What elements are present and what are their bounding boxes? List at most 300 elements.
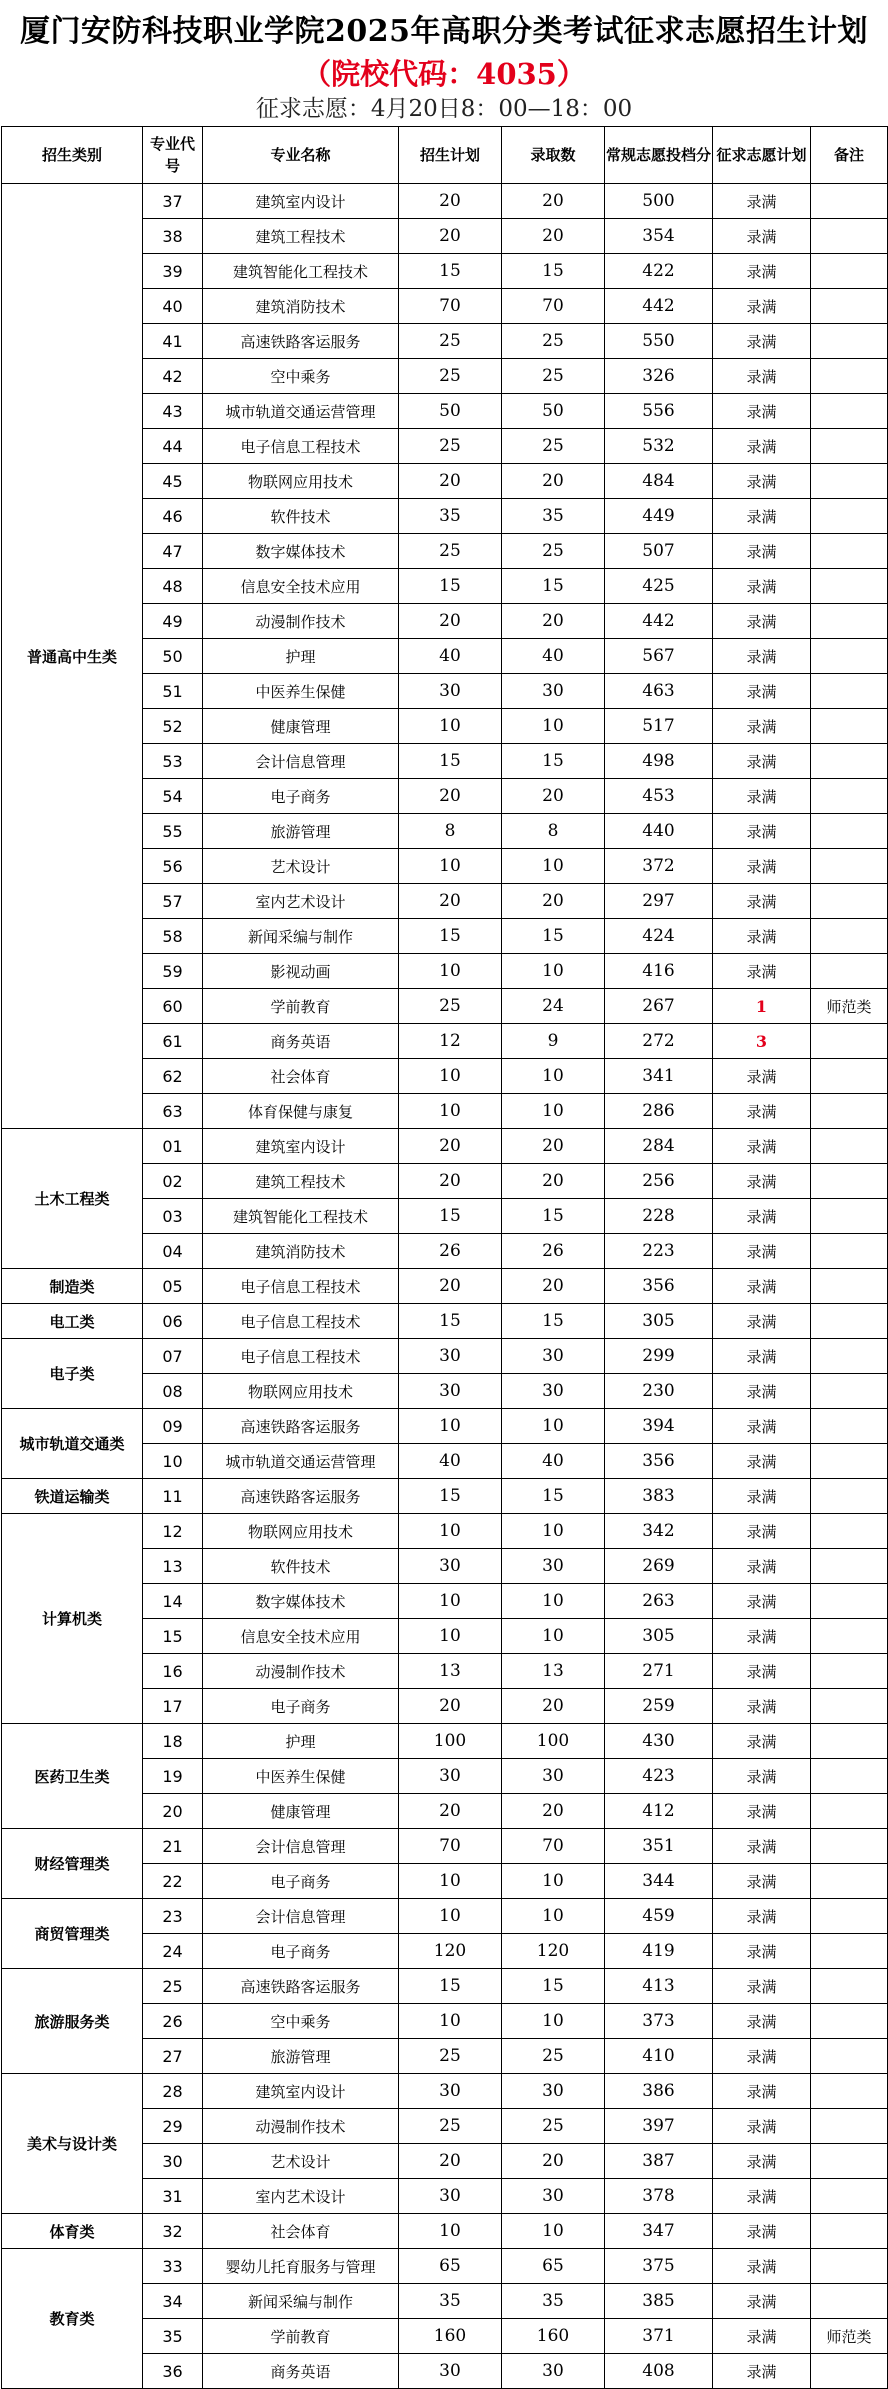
- major-name-cell: 护理: [203, 639, 399, 674]
- major-code-cell: 19: [143, 1759, 203, 1794]
- note-cell: [811, 919, 888, 954]
- supplementary-cell: 录满: [713, 639, 811, 674]
- score-cell: 423: [605, 1759, 713, 1794]
- major-name-cell: 学前教育: [203, 2319, 399, 2354]
- major-name-cell: 物联网应用技术: [203, 1514, 399, 1549]
- major-code-cell: 07: [143, 1339, 203, 1374]
- score-cell: 507: [605, 534, 713, 569]
- admitted-cell: 15: [502, 1969, 605, 2004]
- major-name-cell: 体育保健与康复: [203, 1094, 399, 1129]
- major-name-cell: 物联网应用技术: [203, 1374, 399, 1409]
- plan-cell: 15: [399, 744, 502, 779]
- table-row: [2, 1269, 888, 1304]
- category-cell: 医药卫生类: [2, 1724, 143, 1829]
- supplementary-cell: 录满: [713, 534, 811, 569]
- plan-cell: 120: [399, 1934, 502, 1969]
- major-code-cell: 31: [143, 2179, 203, 2214]
- score-cell: 430: [605, 1724, 713, 1759]
- admitted-cell: 10: [502, 709, 605, 744]
- note-cell: [811, 1724, 888, 1759]
- major-code-cell: 44: [143, 429, 203, 464]
- score-cell: 412: [605, 1794, 713, 1829]
- admitted-cell: 30: [502, 2354, 605, 2389]
- score-cell: 356: [605, 1269, 713, 1304]
- plan-cell: 15: [399, 1969, 502, 2004]
- note-cell: 师范类: [811, 989, 888, 1024]
- table-body: [2, 184, 888, 2389]
- major-code-cell: 01: [143, 1129, 203, 1164]
- supplementary-cell: 录满: [713, 709, 811, 744]
- admitted-cell: 30: [502, 1374, 605, 1409]
- supplementary-cell: 录满: [713, 394, 811, 429]
- note-cell: [811, 324, 888, 359]
- admitted-cell: 15: [502, 1479, 605, 1514]
- category-cell: 体育类: [2, 2214, 143, 2249]
- major-code-cell: 33: [143, 2249, 203, 2284]
- note-cell: [811, 1549, 888, 1584]
- major-name-cell: 旅游管理: [203, 2039, 399, 2074]
- plan-cell: 10: [399, 954, 502, 989]
- table-row: [2, 1514, 888, 1549]
- note-cell: [811, 1129, 888, 1164]
- major-name-cell: 建筑室内设计: [203, 1129, 399, 1164]
- plan-cell: 10: [399, 1059, 502, 1094]
- supplementary-cell: 录满: [713, 1164, 811, 1199]
- major-name-cell: 动漫制作技术: [203, 604, 399, 639]
- score-cell: 385: [605, 2284, 713, 2319]
- supplementary-cell: 录满: [713, 1759, 811, 1794]
- plan-cell: 15: [399, 1479, 502, 1514]
- note-cell: [811, 1969, 888, 2004]
- supplementary-cell: 录满: [713, 2214, 811, 2249]
- plan-cell: 70: [399, 289, 502, 324]
- plan-cell: 25: [399, 534, 502, 569]
- note-cell: [811, 2109, 888, 2144]
- table-row: [2, 184, 888, 219]
- admitted-cell: 40: [502, 1444, 605, 1479]
- category-cell: 普通高中生类: [2, 184, 143, 1129]
- note-cell: [811, 464, 888, 499]
- note-cell: [811, 1689, 888, 1724]
- plan-cell: 26: [399, 1234, 502, 1269]
- major-name-cell: 建筑工程技术: [203, 219, 399, 254]
- major-name-cell: 建筑智能化工程技术: [203, 1199, 399, 1234]
- supplementary-cell: 录满: [713, 2109, 811, 2144]
- supplementary-cell: 录满: [713, 1059, 811, 1094]
- admitted-cell: 10: [502, 1619, 605, 1654]
- admitted-cell: 20: [502, 2144, 605, 2179]
- plan-cell: 20: [399, 1164, 502, 1199]
- admitted-cell: 25: [502, 359, 605, 394]
- major-code-cell: 22: [143, 1864, 203, 1899]
- major-code-cell: 11: [143, 1479, 203, 1514]
- major-code-cell: 17: [143, 1689, 203, 1724]
- plan-cell: 25: [399, 324, 502, 359]
- supplementary-cell: 录满: [713, 1829, 811, 1864]
- note-cell: [811, 254, 888, 289]
- note-cell: [811, 1374, 888, 1409]
- supplementary-cell: 录满: [713, 1619, 811, 1654]
- admitted-cell: 100: [502, 1724, 605, 1759]
- major-code-cell: 58: [143, 919, 203, 954]
- major-code-cell: 42: [143, 359, 203, 394]
- admitted-cell: 30: [502, 2074, 605, 2109]
- major-name-cell: 建筑消防技术: [203, 289, 399, 324]
- major-name-cell: 中医养生保健: [203, 674, 399, 709]
- plan-cell: 10: [399, 1094, 502, 1129]
- major-code-cell: 41: [143, 324, 203, 359]
- score-cell: 419: [605, 1934, 713, 1969]
- supplementary-cell: 录满: [713, 1724, 811, 1759]
- table-row: [2, 1724, 888, 1759]
- score-cell: 344: [605, 1864, 713, 1899]
- major-code-cell: 48: [143, 569, 203, 604]
- plan-cell: 25: [399, 359, 502, 394]
- major-name-cell: 新闻采编与制作: [203, 2284, 399, 2319]
- admitted-cell: 9: [502, 1024, 605, 1059]
- supplementary-cell: 录满: [713, 1374, 811, 1409]
- header-major-code: 专业代号: [143, 127, 203, 184]
- header-supplementary: 征求志愿计划: [713, 127, 811, 184]
- major-code-cell: 51: [143, 674, 203, 709]
- note-cell: [811, 1654, 888, 1689]
- major-code-cell: 37: [143, 184, 203, 219]
- major-name-cell: 高速铁路客运服务: [203, 1969, 399, 2004]
- admitted-cell: 65: [502, 2249, 605, 2284]
- major-name-cell: 电子商务: [203, 1864, 399, 1899]
- table-row: [2, 2074, 888, 2109]
- table-row: [2, 1829, 888, 1864]
- admitted-cell: 10: [502, 849, 605, 884]
- score-cell: 449: [605, 499, 713, 534]
- major-name-cell: 会计信息管理: [203, 1899, 399, 1934]
- major-code-cell: 43: [143, 394, 203, 429]
- score-cell: 272: [605, 1024, 713, 1059]
- admitted-cell: 24: [502, 989, 605, 1024]
- major-code-cell: 20: [143, 1794, 203, 1829]
- plan-cell: 15: [399, 1199, 502, 1234]
- major-code-cell: 10: [143, 1444, 203, 1479]
- major-code-cell: 25: [143, 1969, 203, 2004]
- score-cell: 263: [605, 1584, 713, 1619]
- admitted-cell: 20: [502, 1689, 605, 1724]
- table-row: [2, 1339, 888, 1374]
- major-code-cell: 02: [143, 1164, 203, 1199]
- major-name-cell: 高速铁路客运服务: [203, 324, 399, 359]
- supplementary-cell: 录满: [713, 1654, 811, 1689]
- category-cell: 旅游服务类: [2, 1969, 143, 2074]
- table-row: [2, 1479, 888, 1514]
- plan-cell: 25: [399, 989, 502, 1024]
- note-cell: [811, 1094, 888, 1129]
- note-cell: [811, 639, 888, 674]
- note-cell: [811, 1164, 888, 1199]
- major-name-cell: 商务英语: [203, 2354, 399, 2389]
- plan-cell: 30: [399, 1339, 502, 1374]
- major-code-cell: 18: [143, 1724, 203, 1759]
- major-code-cell: 39: [143, 254, 203, 289]
- major-name-cell: 社会体育: [203, 1059, 399, 1094]
- supplementary-cell: 录满: [713, 2179, 811, 2214]
- admitted-cell: 10: [502, 1409, 605, 1444]
- major-code-cell: 03: [143, 1199, 203, 1234]
- admitted-cell: 20: [502, 779, 605, 814]
- score-cell: 372: [605, 849, 713, 884]
- major-code-cell: 55: [143, 814, 203, 849]
- score-cell: 442: [605, 604, 713, 639]
- supplementary-cell: 录满: [713, 744, 811, 779]
- supplementary-cell: 录满: [713, 324, 811, 359]
- supplementary-cell: 录满: [713, 884, 811, 919]
- major-name-cell: 新闻采编与制作: [203, 919, 399, 954]
- score-cell: 453: [605, 779, 713, 814]
- note-cell: [811, 1899, 888, 1934]
- score-cell: 271: [605, 1654, 713, 1689]
- supplementary-cell: 录满: [713, 1094, 811, 1129]
- major-code-cell: 21: [143, 1829, 203, 1864]
- plan-cell: 15: [399, 254, 502, 289]
- score-cell: 532: [605, 429, 713, 464]
- score-cell: 299: [605, 1339, 713, 1374]
- score-cell: 351: [605, 1829, 713, 1864]
- major-name-cell: 建筑室内设计: [203, 2074, 399, 2109]
- plan-cell: 30: [399, 1374, 502, 1409]
- category-cell: 财经管理类: [2, 1829, 143, 1899]
- supplementary-cell: 录满: [713, 1444, 811, 1479]
- admitted-cell: 10: [502, 954, 605, 989]
- major-code-cell: 35: [143, 2319, 203, 2354]
- major-name-cell: 会计信息管理: [203, 744, 399, 779]
- note-cell: [811, 814, 888, 849]
- plan-cell: 30: [399, 674, 502, 709]
- supplementary-cell: 录满: [713, 1479, 811, 1514]
- score-cell: 387: [605, 2144, 713, 2179]
- plan-cell: 20: [399, 219, 502, 254]
- note-cell: [811, 429, 888, 464]
- note-cell: [811, 499, 888, 534]
- major-name-cell: 建筑室内设计: [203, 184, 399, 219]
- header-note: 备注: [811, 127, 888, 184]
- note-cell: [811, 884, 888, 919]
- major-code-cell: 54: [143, 779, 203, 814]
- plan-cell: 20: [399, 464, 502, 499]
- score-cell: 416: [605, 954, 713, 989]
- admitted-cell: 10: [502, 1059, 605, 1094]
- category-cell: 土木工程类: [2, 1129, 143, 1269]
- major-name-cell: 信息安全技术应用: [203, 1619, 399, 1654]
- admitted-cell: 25: [502, 534, 605, 569]
- note-cell: [811, 1794, 888, 1829]
- note-cell: [811, 604, 888, 639]
- note-cell: [811, 744, 888, 779]
- category-cell: 城市轨道交通类: [2, 1409, 143, 1479]
- score-cell: 347: [605, 2214, 713, 2249]
- supplementary-cell: 录满: [713, 1409, 811, 1444]
- major-code-cell: 23: [143, 1899, 203, 1934]
- note-cell: [811, 2004, 888, 2039]
- admitted-cell: 10: [502, 1094, 605, 1129]
- score-cell: 326: [605, 359, 713, 394]
- note-cell: [811, 534, 888, 569]
- major-name-cell: 室内艺术设计: [203, 2179, 399, 2214]
- plan-cell: 35: [399, 2284, 502, 2319]
- major-code-cell: 28: [143, 2074, 203, 2109]
- major-code-cell: 04: [143, 1234, 203, 1269]
- note-cell: [811, 1759, 888, 1794]
- table-row: [2, 1304, 888, 1339]
- major-code-cell: 46: [143, 499, 203, 534]
- note-cell: [811, 1444, 888, 1479]
- note-cell: [811, 1584, 888, 1619]
- category-cell: 电工类: [2, 1304, 143, 1339]
- score-cell: 425: [605, 569, 713, 604]
- page-title: 厦门安防科技职业学院2025年高职分类考试征求志愿招生计划: [20, 14, 868, 49]
- admitted-cell: 20: [502, 604, 605, 639]
- major-name-cell: 中医养生保健: [203, 1759, 399, 1794]
- major-code-cell: 09: [143, 1409, 203, 1444]
- admitted-cell: 10: [502, 2214, 605, 2249]
- major-code-cell: 56: [143, 849, 203, 884]
- score-cell: 305: [605, 1304, 713, 1339]
- header-major-name: 专业名称: [203, 127, 399, 184]
- admitted-cell: 10: [502, 2004, 605, 2039]
- supplementary-cell: 录满: [713, 499, 811, 534]
- supplementary-cell: 1: [713, 989, 811, 1024]
- admitted-cell: 25: [502, 429, 605, 464]
- admitted-cell: 20: [502, 884, 605, 919]
- major-name-cell: 学前教育: [203, 989, 399, 1024]
- plan-cell: 10: [399, 1409, 502, 1444]
- major-name-cell: 空中乘务: [203, 2004, 399, 2039]
- major-name-cell: 空中乘务: [203, 359, 399, 394]
- note-cell: [811, 849, 888, 884]
- plan-cell: 30: [399, 2354, 502, 2389]
- header-plan: 招生计划: [399, 127, 502, 184]
- major-code-cell: 16: [143, 1654, 203, 1689]
- score-cell: 305: [605, 1619, 713, 1654]
- supplementary-cell: 录满: [713, 2284, 811, 2319]
- major-name-cell: 电子信息工程技术: [203, 1304, 399, 1339]
- score-cell: 567: [605, 639, 713, 674]
- supplementary-cell: 录满: [713, 674, 811, 709]
- score-cell: 484: [605, 464, 713, 499]
- admitted-cell: 50: [502, 394, 605, 429]
- score-cell: 397: [605, 2109, 713, 2144]
- major-name-cell: 信息安全技术应用: [203, 569, 399, 604]
- supplementary-cell: 录满: [713, 464, 811, 499]
- note-cell: [811, 359, 888, 394]
- score-cell: 284: [605, 1129, 713, 1164]
- category-cell: 商贸管理类: [2, 1899, 143, 1969]
- admitted-cell: 20: [502, 219, 605, 254]
- plan-cell: 20: [399, 884, 502, 919]
- plan-cell: 30: [399, 2179, 502, 2214]
- plan-cell: 70: [399, 1829, 502, 1864]
- plan-cell: 20: [399, 779, 502, 814]
- major-name-cell: 城市轨道交通运营管理: [203, 1444, 399, 1479]
- note-cell: [811, 1934, 888, 1969]
- category-cell: 教育类: [2, 2249, 143, 2389]
- plan-cell: 30: [399, 2074, 502, 2109]
- table-row: [2, 1969, 888, 2004]
- supplementary-cell: 录满: [713, 2249, 811, 2284]
- score-cell: 223: [605, 1234, 713, 1269]
- score-cell: 394: [605, 1409, 713, 1444]
- admitted-cell: 20: [502, 1269, 605, 1304]
- supplementary-cell: 3: [713, 1024, 811, 1059]
- admitted-cell: 15: [502, 744, 605, 779]
- plan-cell: 20: [399, 1689, 502, 1724]
- major-name-cell: 电子商务: [203, 1689, 399, 1724]
- score-cell: 410: [605, 2039, 713, 2074]
- major-code-cell: 29: [143, 2109, 203, 2144]
- score-cell: 440: [605, 814, 713, 849]
- supplementary-cell: 录满: [713, 1864, 811, 1899]
- major-code-cell: 62: [143, 1059, 203, 1094]
- major-name-cell: 电子信息工程技术: [203, 429, 399, 464]
- admitted-cell: 30: [502, 1759, 605, 1794]
- major-name-cell: 建筑智能化工程技术: [203, 254, 399, 289]
- major-name-cell: 旅游管理: [203, 814, 399, 849]
- major-code-cell: 08: [143, 1374, 203, 1409]
- supplementary-cell: 录满: [713, 2144, 811, 2179]
- major-name-cell: 护理: [203, 1724, 399, 1759]
- major-name-cell: 婴幼儿托育服务与管理: [203, 2249, 399, 2284]
- major-code-cell: 40: [143, 289, 203, 324]
- major-code-cell: 36: [143, 2354, 203, 2389]
- table-row: [2, 2214, 888, 2249]
- header-category: 招生类别: [2, 127, 143, 184]
- major-code-cell: 53: [143, 744, 203, 779]
- major-name-cell: 艺术设计: [203, 2144, 399, 2179]
- admitted-cell: 30: [502, 1339, 605, 1374]
- table-row: [2, 1129, 888, 1164]
- plan-cell: 25: [399, 429, 502, 464]
- major-code-cell: 57: [143, 884, 203, 919]
- admitted-cell: 8: [502, 814, 605, 849]
- note-cell: [811, 1199, 888, 1234]
- score-cell: 517: [605, 709, 713, 744]
- major-code-cell: 14: [143, 1584, 203, 1619]
- plan-cell: 10: [399, 1584, 502, 1619]
- major-code-cell: 30: [143, 2144, 203, 2179]
- score-cell: 356: [605, 1444, 713, 1479]
- major-name-cell: 动漫制作技术: [203, 2109, 399, 2144]
- plan-cell: 10: [399, 1864, 502, 1899]
- admitted-cell: 10: [502, 1899, 605, 1934]
- admitted-cell: 35: [502, 2284, 605, 2319]
- note-cell: [811, 779, 888, 814]
- plan-cell: 15: [399, 569, 502, 604]
- major-code-cell: 24: [143, 1934, 203, 1969]
- score-cell: 256: [605, 1164, 713, 1199]
- note-cell: 师范类: [811, 2319, 888, 2354]
- admitted-cell: 25: [502, 2039, 605, 2074]
- major-name-cell: 建筑工程技术: [203, 1164, 399, 1199]
- score-cell: 297: [605, 884, 713, 919]
- score-cell: 386: [605, 2074, 713, 2109]
- note-cell: [811, 2074, 888, 2109]
- supplementary-cell: 录满: [713, 1584, 811, 1619]
- supplementary-cell: 录满: [713, 1549, 811, 1584]
- score-cell: 230: [605, 1374, 713, 1409]
- plan-cell: 10: [399, 1619, 502, 1654]
- admitted-cell: 15: [502, 1304, 605, 1339]
- major-name-cell: 电子信息工程技术: [203, 1339, 399, 1374]
- score-cell: 498: [605, 744, 713, 779]
- table-row: [2, 2249, 888, 2284]
- supplementary-cell: 录满: [713, 919, 811, 954]
